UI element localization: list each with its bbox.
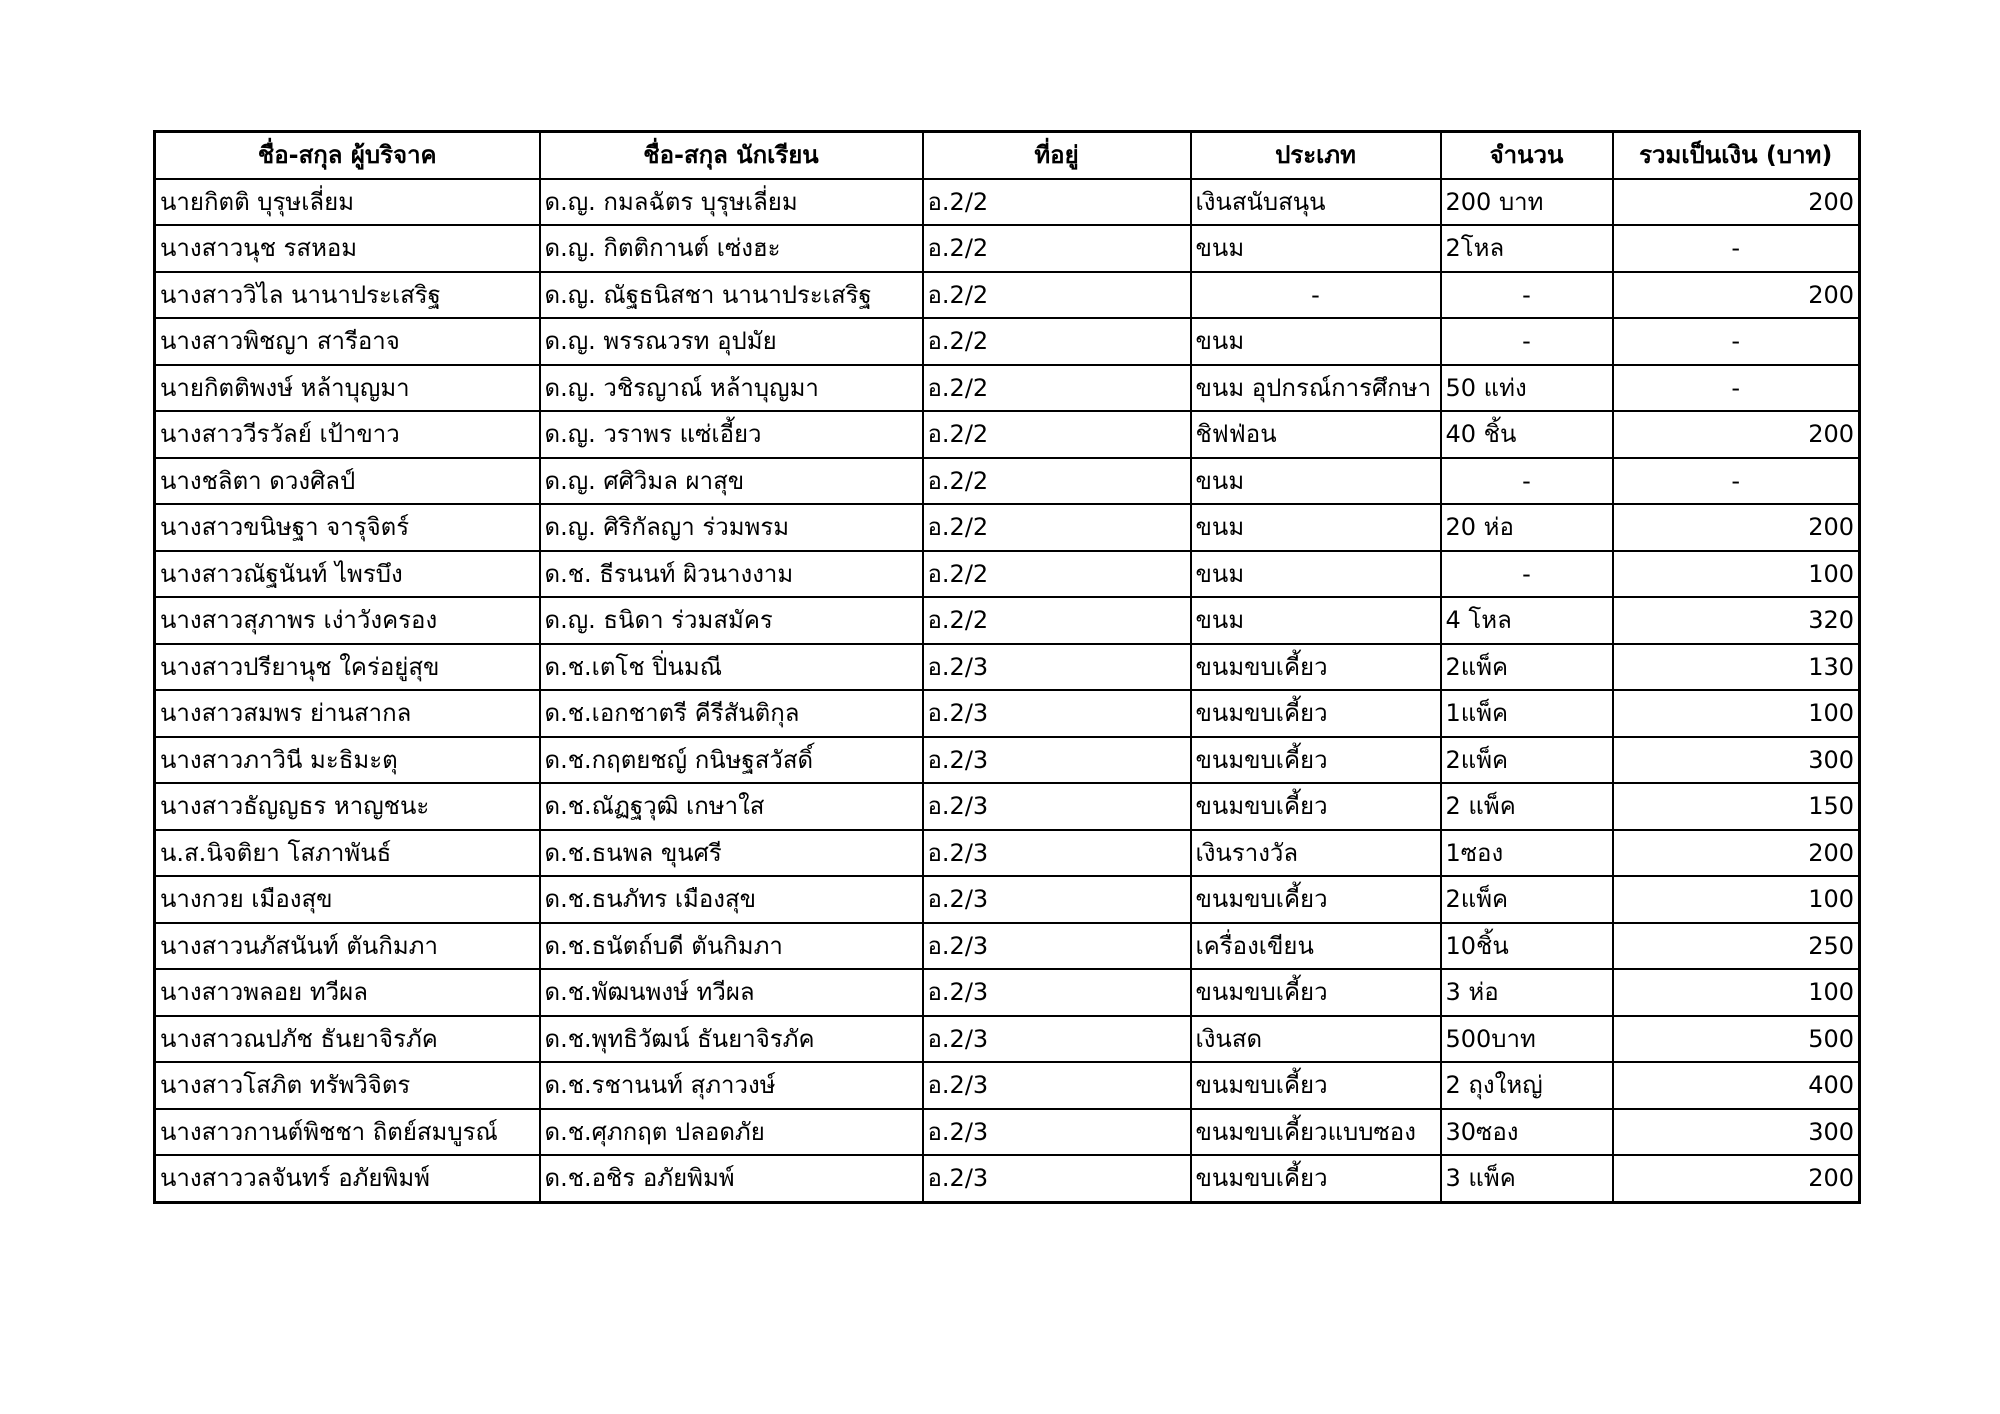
cell-student: ด.ช.ธนพล ขุนศรี [540, 830, 923, 877]
table-row [155, 1016, 1860, 1063]
cell-total: 400 [1613, 1062, 1860, 1109]
cell-address: อ.2/3 [923, 783, 1191, 830]
table-row [155, 411, 1860, 458]
cell-address: อ.2/2 [923, 318, 1191, 365]
cell-quantity: 2แพ็ค [1441, 876, 1613, 923]
cell-address: อ.2/3 [923, 830, 1191, 877]
cell-address: อ.2/3 [923, 969, 1191, 1016]
cell-type: เครื่องเขียน [1191, 923, 1441, 970]
cell-type: ขนม [1191, 597, 1441, 644]
cell-quantity: 10ชิ้น [1441, 923, 1613, 970]
cell-student: ด.ช.ณัฏฐวุฒิ เกษาใส [540, 783, 923, 830]
document-page [153, 130, 1861, 1204]
donations-table [153, 130, 1861, 1204]
cell-donor: นางสาววีรวัลย์ เป้าขาว [155, 411, 540, 458]
header-total: รวมเป็นเงิน (บาท) [1613, 132, 1860, 179]
table-row [155, 644, 1860, 691]
header-student: ชื่อ-สกุล นักเรียน [540, 132, 923, 179]
cell-type: ขนมขบเคี้ยว [1191, 644, 1441, 691]
cell-quantity: 1ซอง [1441, 830, 1613, 877]
cell-quantity: 50 แท่ง [1441, 365, 1613, 412]
cell-student: ด.ช.รชานนท์ สุภาวงษ์ [540, 1062, 923, 1109]
cell-address: อ.2/3 [923, 644, 1191, 691]
cell-donor: นางสาวสมพร ย่านสากล [155, 690, 540, 737]
header-address: ที่อยู่ [923, 132, 1191, 179]
cell-address: อ.2/2 [923, 458, 1191, 505]
cell-type: เงินสนับสนุน [1191, 179, 1441, 226]
cell-donor: นางสาวสุภาพร เง่าวังครอง [155, 597, 540, 644]
table-row [155, 690, 1860, 737]
cell-quantity: 3 ห่อ [1441, 969, 1613, 1016]
cell-student: ด.ช.ธนภัทร เมืองสุข [540, 876, 923, 923]
cell-total: 100 [1613, 551, 1860, 598]
cell-total: 250 [1613, 923, 1860, 970]
cell-address: อ.2/2 [923, 551, 1191, 598]
cell-donor: นางสาววลจันทร์ อภัยพิมพ์ [155, 1155, 540, 1202]
cell-quantity: - [1441, 272, 1613, 319]
cell-quantity: - [1441, 318, 1613, 365]
cell-donor: นายกิตติพงษ์ หล้าบุญมา [155, 365, 540, 412]
cell-total: - [1613, 365, 1860, 412]
table-row [155, 318, 1860, 365]
table-row [155, 458, 1860, 505]
cell-quantity: 2แพ็ค [1441, 737, 1613, 784]
cell-donor: นายกิตติ บุรุษเลี่ยม [155, 179, 540, 226]
cell-student: ด.ญ. ธนิดา ร่วมสมัคร [540, 597, 923, 644]
table-row [155, 1109, 1860, 1156]
cell-student: ด.ช.ธนัตถ์บดี ตันกิมภา [540, 923, 923, 970]
cell-type: ขนมขบเคี้ยว [1191, 876, 1441, 923]
header-type: ประเภท [1191, 132, 1441, 179]
cell-type: ขนมขบเคี้ยว [1191, 737, 1441, 784]
cell-address: อ.2/3 [923, 690, 1191, 737]
cell-donor: นางสาวภาวินี มะธิมะตุ [155, 737, 540, 784]
cell-donor: นางสาววิไล นานาประเสริฐ [155, 272, 540, 319]
table-row [155, 597, 1860, 644]
cell-address: อ.2/2 [923, 365, 1191, 412]
table-row [155, 1155, 1860, 1202]
header-row [155, 132, 1860, 179]
cell-student: ด.ช.ศุภกฤต ปลอดภัย [540, 1109, 923, 1156]
cell-type: ขนมขบเคี้ยว [1191, 1155, 1441, 1202]
cell-type: ขนม [1191, 225, 1441, 272]
table-row [155, 272, 1860, 319]
cell-donor: นางสาวณปภัช ธันยาจิรภัค [155, 1016, 540, 1063]
cell-donor: นางสาวขนิษฐา จารุจิตร์ [155, 504, 540, 551]
cell-quantity: 40 ชิ้น [1441, 411, 1613, 458]
cell-quantity: 4 โหล [1441, 597, 1613, 644]
cell-quantity: 2โหล [1441, 225, 1613, 272]
table-row [155, 737, 1860, 784]
cell-quantity: 200 บาท [1441, 179, 1613, 226]
cell-type: ขนม อุปกรณ์การศึกษา [1191, 365, 1441, 412]
cell-type: ขนมขบเคี้ยวแบบซอง [1191, 1109, 1441, 1156]
cell-quantity: - [1441, 551, 1613, 598]
cell-student: ด.ญ. พรรณวรท อุปมัย [540, 318, 923, 365]
cell-student: ด.ญ. ศิริกัลญา ร่วมพรม [540, 504, 923, 551]
table-row [155, 179, 1860, 226]
cell-address: อ.2/2 [923, 597, 1191, 644]
cell-donor: นางชลิตา ดวงศิลป์ [155, 458, 540, 505]
cell-student: ด.ช.เตโช ปิ่นมณี [540, 644, 923, 691]
cell-address: อ.2/3 [923, 1016, 1191, 1063]
cell-donor: นางสาวณัฐนันท์ ไพรบึง [155, 551, 540, 598]
cell-total: 100 [1613, 690, 1860, 737]
cell-total: 150 [1613, 783, 1860, 830]
cell-donor: นางสาวโสภิต ทรัพวิจิตร [155, 1062, 540, 1109]
cell-donor: นางสาวพิชญา สารีอาจ [155, 318, 540, 365]
cell-total: 200 [1613, 272, 1860, 319]
cell-type: ขนมขบเคี้ยว [1191, 690, 1441, 737]
table-row [155, 1062, 1860, 1109]
cell-student: ด.ช. ธีรนนท์ ผิวนางงาม [540, 551, 923, 598]
cell-quantity: 2แพ็ค [1441, 644, 1613, 691]
cell-address: อ.2/3 [923, 923, 1191, 970]
cell-total: 100 [1613, 876, 1860, 923]
cell-student: ด.ญ. ณัฐธนิสชา นานาประเสริฐ [540, 272, 923, 319]
cell-quantity: - [1441, 458, 1613, 505]
cell-type: เงินรางวัล [1191, 830, 1441, 877]
header-quantity: จำนวน [1441, 132, 1613, 179]
cell-type: ขนม [1191, 504, 1441, 551]
cell-quantity: 500บาท [1441, 1016, 1613, 1063]
cell-student: ด.ช.กฤตยชญ์ กนิษฐสวัสดิ์ [540, 737, 923, 784]
cell-student: ด.ญ. กิตติกานต์ เซ่งฮะ [540, 225, 923, 272]
cell-quantity: 3 แพ็ค [1441, 1155, 1613, 1202]
cell-donor: นางสาวนุช รสหอม [155, 225, 540, 272]
table-row [155, 830, 1860, 877]
table-row [155, 783, 1860, 830]
table-row [155, 225, 1860, 272]
cell-total: 200 [1613, 1155, 1860, 1202]
cell-type: ขนม [1191, 318, 1441, 365]
cell-student: ด.ช.เอกชาตรี คีรีสันติกุล [540, 690, 923, 737]
cell-address: อ.2/2 [923, 179, 1191, 226]
cell-donor: นางสาวปรียานุช ใคร่อยู่สุข [155, 644, 540, 691]
cell-address: อ.2/3 [923, 1109, 1191, 1156]
cell-address: อ.2/2 [923, 411, 1191, 458]
cell-type: - [1191, 272, 1441, 319]
table-row [155, 365, 1860, 412]
cell-total: 300 [1613, 1109, 1860, 1156]
cell-type: ชิฟฟ่อน [1191, 411, 1441, 458]
cell-total: 100 [1613, 969, 1860, 1016]
cell-student: ด.ญ. ศศิวิมล ผาสุข [540, 458, 923, 505]
table-row [155, 504, 1860, 551]
table-row [155, 551, 1860, 598]
cell-student: ด.ช.พุทธิวัฒน์ ธันยาจิรภัค [540, 1016, 923, 1063]
table-row [155, 923, 1860, 970]
cell-address: อ.2/3 [923, 876, 1191, 923]
cell-type: ขนมขบเคี้ยว [1191, 1062, 1441, 1109]
cell-type: ขนม [1191, 551, 1441, 598]
cell-donor: นางสาวนภัสนันท์ ตันกิมภา [155, 923, 540, 970]
cell-quantity: 2 ถุงใหญ่ [1441, 1062, 1613, 1109]
cell-student: ด.ญ. วราพร แซ่เอี้ยว [540, 411, 923, 458]
cell-student: ด.ญ. วชิรญาณ์ หล้าบุญมา [540, 365, 923, 412]
cell-type: เงินสด [1191, 1016, 1441, 1063]
cell-quantity: 1แพ็ค [1441, 690, 1613, 737]
cell-type: ขนมขบเคี้ยว [1191, 783, 1441, 830]
cell-student: ด.ช.พัฒนพงษ์ ทวีผล [540, 969, 923, 1016]
cell-donor: นางสาวพลอย ทวีผล [155, 969, 540, 1016]
cell-quantity: 2 แพ็ค [1441, 783, 1613, 830]
table-row [155, 969, 1860, 1016]
table-body [155, 179, 1860, 1203]
cell-total: - [1613, 458, 1860, 505]
cell-type: ขนม [1191, 458, 1441, 505]
cell-donor: นางสาวกานต์พิชชา ถิตย์สมบูรณ์ [155, 1109, 540, 1156]
cell-donor: นางกวย เมืองสุข [155, 876, 540, 923]
cell-total: - [1613, 318, 1860, 365]
cell-address: อ.2/3 [923, 737, 1191, 784]
cell-total: 200 [1613, 504, 1860, 551]
cell-address: อ.2/3 [923, 1062, 1191, 1109]
cell-address: อ.2/2 [923, 272, 1191, 319]
cell-total: 300 [1613, 737, 1860, 784]
cell-address: อ.2/2 [923, 225, 1191, 272]
cell-total: 500 [1613, 1016, 1860, 1063]
cell-donor: น.ส.นิจติยา โสภาพันธ์ [155, 830, 540, 877]
cell-donor: นางสาวธัญญธร หาญชนะ [155, 783, 540, 830]
cell-total: 320 [1613, 597, 1860, 644]
cell-total: 200 [1613, 411, 1860, 458]
cell-type: ขนมขบเคี้ยว [1191, 969, 1441, 1016]
cell-address: อ.2/2 [923, 504, 1191, 551]
cell-student: ด.ญ. กมลฉัตร บุรุษเลี่ยม [540, 179, 923, 226]
cell-total: 200 [1613, 830, 1860, 877]
table-row [155, 876, 1860, 923]
cell-quantity: 30ซอง [1441, 1109, 1613, 1156]
table-header [155, 132, 1860, 179]
cell-student: ด.ช.อชิร อภัยพิมพ์ [540, 1155, 923, 1202]
cell-quantity: 20 ห่อ [1441, 504, 1613, 551]
cell-total: 130 [1613, 644, 1860, 691]
cell-total: - [1613, 225, 1860, 272]
header-donor: ชื่อ-สกุล ผู้บริจาค [155, 132, 540, 179]
cell-total: 200 [1613, 179, 1860, 226]
cell-address: อ.2/3 [923, 1155, 1191, 1202]
